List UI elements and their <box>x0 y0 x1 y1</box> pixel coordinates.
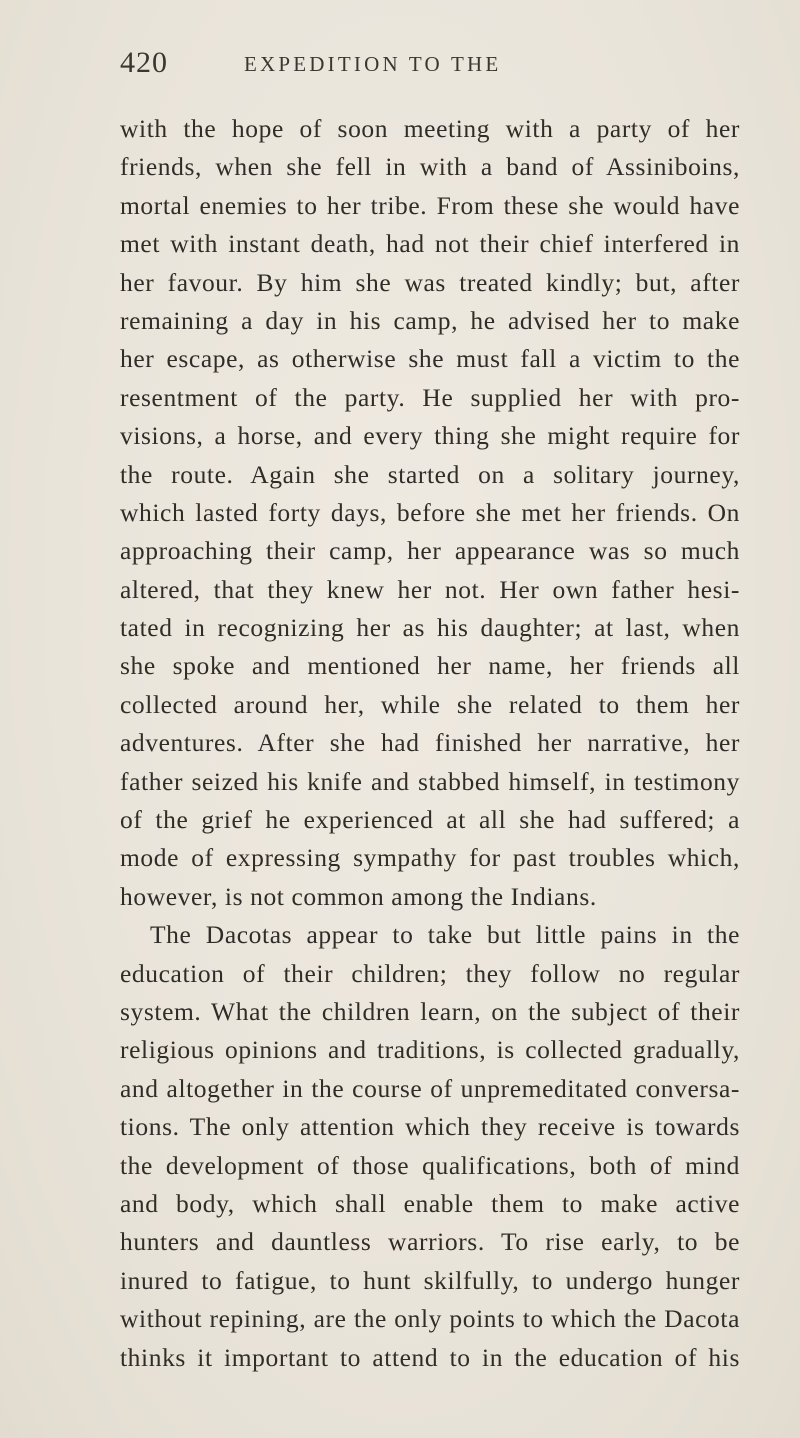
text-line: approaching their camp, her appearance was so much <box>120 536 740 566</box>
text-line: altered, that they knew her not. Her own father hesi- <box>120 574 740 604</box>
text-line: system. What the children learn, on the subject of their <box>120 996 740 1026</box>
text-line: mode of expressing sympathy for past troubles which, <box>120 843 740 873</box>
text-line: father seized his knife and stabbed himself, in testimony <box>120 766 740 796</box>
text-line: mortal enemies to her tribe. From these she would have <box>120 190 740 220</box>
text-line: her favour. By him she was treated kindly; but, after <box>120 267 740 297</box>
text-line: without repining, are the only points to which the Dacota <box>120 1304 740 1334</box>
text-line: resentment of the party. He supplied her with pro- <box>120 382 740 412</box>
body-text <box>120 110 740 1377</box>
text-line: inured to fatigue, to hunt skilfully, to undergo hunger <box>120 1265 740 1295</box>
text-line: of the grief he experienced at all she had suffered; a <box>120 805 740 835</box>
text-line: and altogether in the course of unpremeditated conversa- <box>120 1073 740 1103</box>
text-line: and body, which shall enable them to make active <box>120 1188 740 1218</box>
text-line: with the hope of soon meeting with a party of her <box>120 114 740 143</box>
text-line: she spoke and mentioned her name, her friends all <box>120 651 740 681</box>
text-line: thinks it important to attend to in the education of his <box>120 1342 740 1372</box>
text-line: tated in recognizing her as his daughter; at last, when <box>120 613 740 643</box>
paragraph-start-line: The Dacotas appear to take but little pains in the <box>150 920 740 950</box>
text-line: visions, a horse, and every thing she might require for <box>120 421 740 451</box>
text-line: which lasted forty days, before she met her friends. On <box>120 497 740 527</box>
text-line: friends, when she fell in with a band of Assiniboins, <box>120 152 740 182</box>
text-line: religious opinions and traditions, is collected gradually, <box>120 1035 740 1065</box>
page-number: 420 <box>120 46 168 79</box>
text-line: remaining a day in his camp, he advised her to make <box>120 305 740 335</box>
page-header <box>120 46 720 82</box>
paragraph-end-line: however, is not common among the Indians. <box>120 881 597 911</box>
running-head: EXPEDITION TO THE <box>244 52 502 76</box>
text-line: adventures. After she had finished her narrative, her <box>120 728 740 758</box>
text-line: the development of those qualifications, both of mind <box>120 1150 740 1180</box>
text-line: collected around her, while she related to them her <box>120 689 740 719</box>
text-line: tions. The only attention which they receive is towards <box>120 1112 740 1142</box>
text-line: met with instant death, had not their chief interfered in <box>120 229 740 259</box>
text-line: the route. Again she started on a solitary journey, <box>120 459 740 489</box>
text-line: her escape, as otherwise she must fall a victim to the <box>120 344 740 374</box>
text-line: hunters and dauntless warriors. To rise early, to be <box>120 1227 740 1257</box>
text-line: education of their children; they follow no regular <box>120 958 740 988</box>
